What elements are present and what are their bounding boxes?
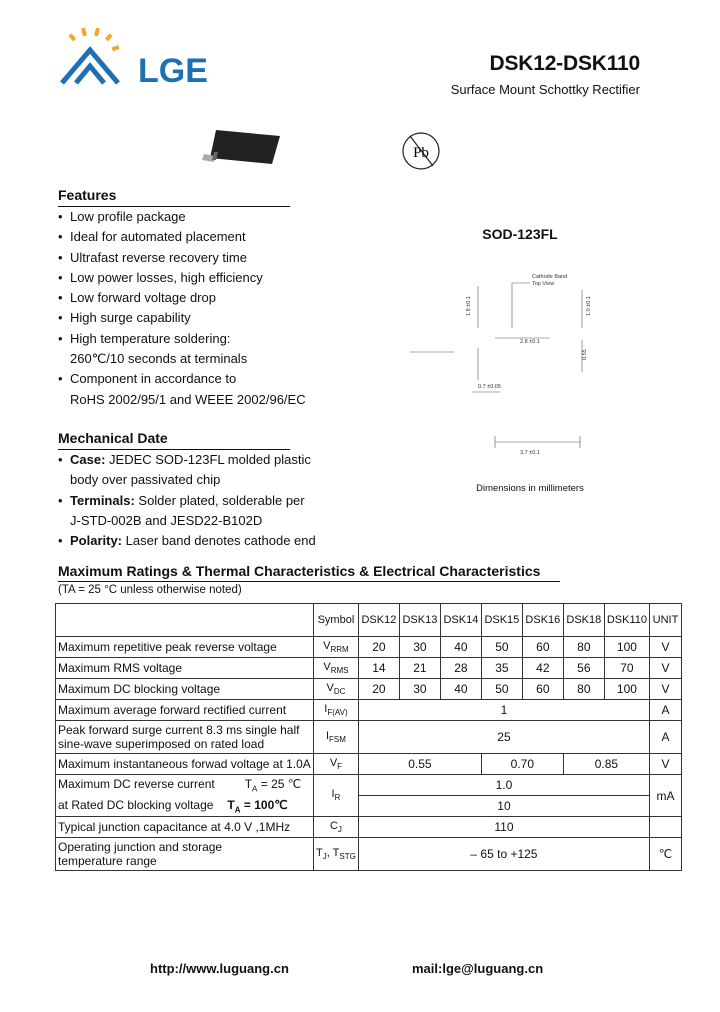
svg-text:1.8 ±0.1: 1.8 ±0.1: [466, 296, 472, 316]
header-param-cell: [56, 604, 314, 637]
features-heading: Features: [58, 187, 117, 203]
ratings-heading: Maximum Ratings & Thermal Characteristics & Electrical Characteristics: [58, 563, 541, 579]
feature-item: 260℃/10 seconds at terminals: [70, 351, 248, 367]
chip-image: [200, 130, 280, 168]
mechanical-heading: Mechanical Date: [58, 430, 168, 446]
header-part: DSK15: [481, 604, 522, 637]
header-part: DSK13: [399, 604, 440, 637]
footer-email-link[interactable]: mail:lge@luguang.cn: [412, 961, 544, 976]
feature-item: RoHS 2002/95/1 and WEEE 2002/96/EC: [70, 391, 306, 407]
mechanical-list: [58, 450, 348, 551]
features-list: [58, 207, 338, 410]
svg-text:1.0 ±0.1: 1.0 ±0.1: [586, 296, 592, 316]
table-row-vrms: Maximum RMS voltage $V_{RMS}$ 14 21 28 35 42 56 70 V: [56, 658, 682, 679]
package-name: SOD-123FL: [482, 226, 558, 242]
page-subtitle: Surface Mount Schottky Rectifier: [450, 82, 640, 97]
feature-item: • High temperature soldering:: [58, 329, 338, 349]
feature-item: • Ultrafast reverse recovery time: [58, 248, 338, 268]
svg-text:0.7 ±0.05: 0.7 ±0.05: [478, 384, 501, 390]
header-part: DSK12: [358, 604, 399, 637]
feature-item: • Component in accordance to: [58, 369, 338, 389]
feature-item: • High surge capability: [58, 308, 338, 328]
table-row-ir-100: at Rated DC blocking voltage $T_A$ = 100℃ 10: [56, 796, 682, 817]
header-unit: UNIT: [649, 604, 681, 637]
table-row-vdc: Maximum DC blocking voltage $V_{DC}$ 20 30 40 50 60 80 100 V: [56, 679, 682, 700]
package-drawing: [400, 268, 610, 468]
table-header-row: [56, 604, 682, 637]
feature-item: • Low forward voltage drop: [58, 288, 338, 308]
mechanical-item: • Case: JEDEC SOD-123FL molded plastic: [58, 450, 348, 470]
table-row-vf: Maximum instantaneous forwad voltage at 1.0A $V_F$ 0.55 0.70 0.85 V: [56, 754, 682, 775]
feature-item: • Low power losses, high efficiency: [58, 268, 338, 288]
svg-text:Top View: Top View: [532, 281, 555, 287]
header-part: DSK16: [522, 604, 563, 637]
header-part: DSK110: [604, 604, 649, 637]
page-title: DSK12-DSK110: [489, 52, 640, 75]
footer-website-link[interactable]: http://www.luguang.cn: [150, 961, 289, 976]
table-row-cj: Typical junction capacitance at 4.0 V ,1MHz $C_J$ 110: [56, 817, 682, 838]
svg-text:Pb: Pb: [413, 145, 429, 161]
pb-free-icon: [400, 130, 442, 172]
header-symbol: Symbol: [313, 604, 358, 637]
mechanical-item: • Terminals: Solder plated, solderable per: [58, 491, 348, 511]
mechanical-item: J-STD-002B and JESD22-B102D: [70, 512, 263, 528]
table-row-ifsm: Peak forward surge current 8.3 ms single half sine-wave superimposed on rated load $I_{FSM}$ 25 A: [56, 721, 682, 754]
dimension-note: Dimensions in millimeters: [476, 483, 584, 494]
ratings-condition: (TA = 25 °C unless otherwise noted): [58, 584, 242, 596]
svg-text:2.8 ±0.1: 2.8 ±0.1: [520, 339, 540, 345]
feature-item: • Ideal for automated placement: [58, 227, 338, 247]
svg-text:Cathode Band: Cathode Band: [532, 274, 568, 280]
svg-text:3.7 ±0.1: 3.7 ±0.1: [520, 450, 540, 456]
mechanical-item: body over passivated chip: [70, 472, 221, 488]
table-row-ifav: Maximum average forward rectified current $I_{F(AV)}$ 1 A: [56, 700, 682, 721]
ratings-rule: [58, 581, 560, 582]
table-row-vrrm: Maximum repetitive peak reverse voltage $V_{RRM}$ 20 30 40 50 60 80 100 V: [56, 637, 682, 658]
header-part: DSK14: [440, 604, 481, 637]
lge-logo: [58, 28, 258, 90]
svg-text:LGE: LGE: [138, 52, 208, 90]
feature-item: • Low profile package: [58, 207, 338, 227]
ratings-table: [55, 603, 682, 871]
header-part: DSK18: [563, 604, 604, 637]
svg-text:0.55: 0.55: [582, 349, 588, 360]
table-row-ir-25: Maximum DC reverse current $T_A = 25$ ℃ $I_R$ 1.0 mA: [56, 775, 682, 796]
table-row-tj: Operating junction and storage temperature range $T_J$, $T_{STG}$ – 65 to +125 ℃: [56, 838, 682, 871]
mechanical-item: • Polarity: Laser band denotes cathode end: [58, 531, 348, 551]
